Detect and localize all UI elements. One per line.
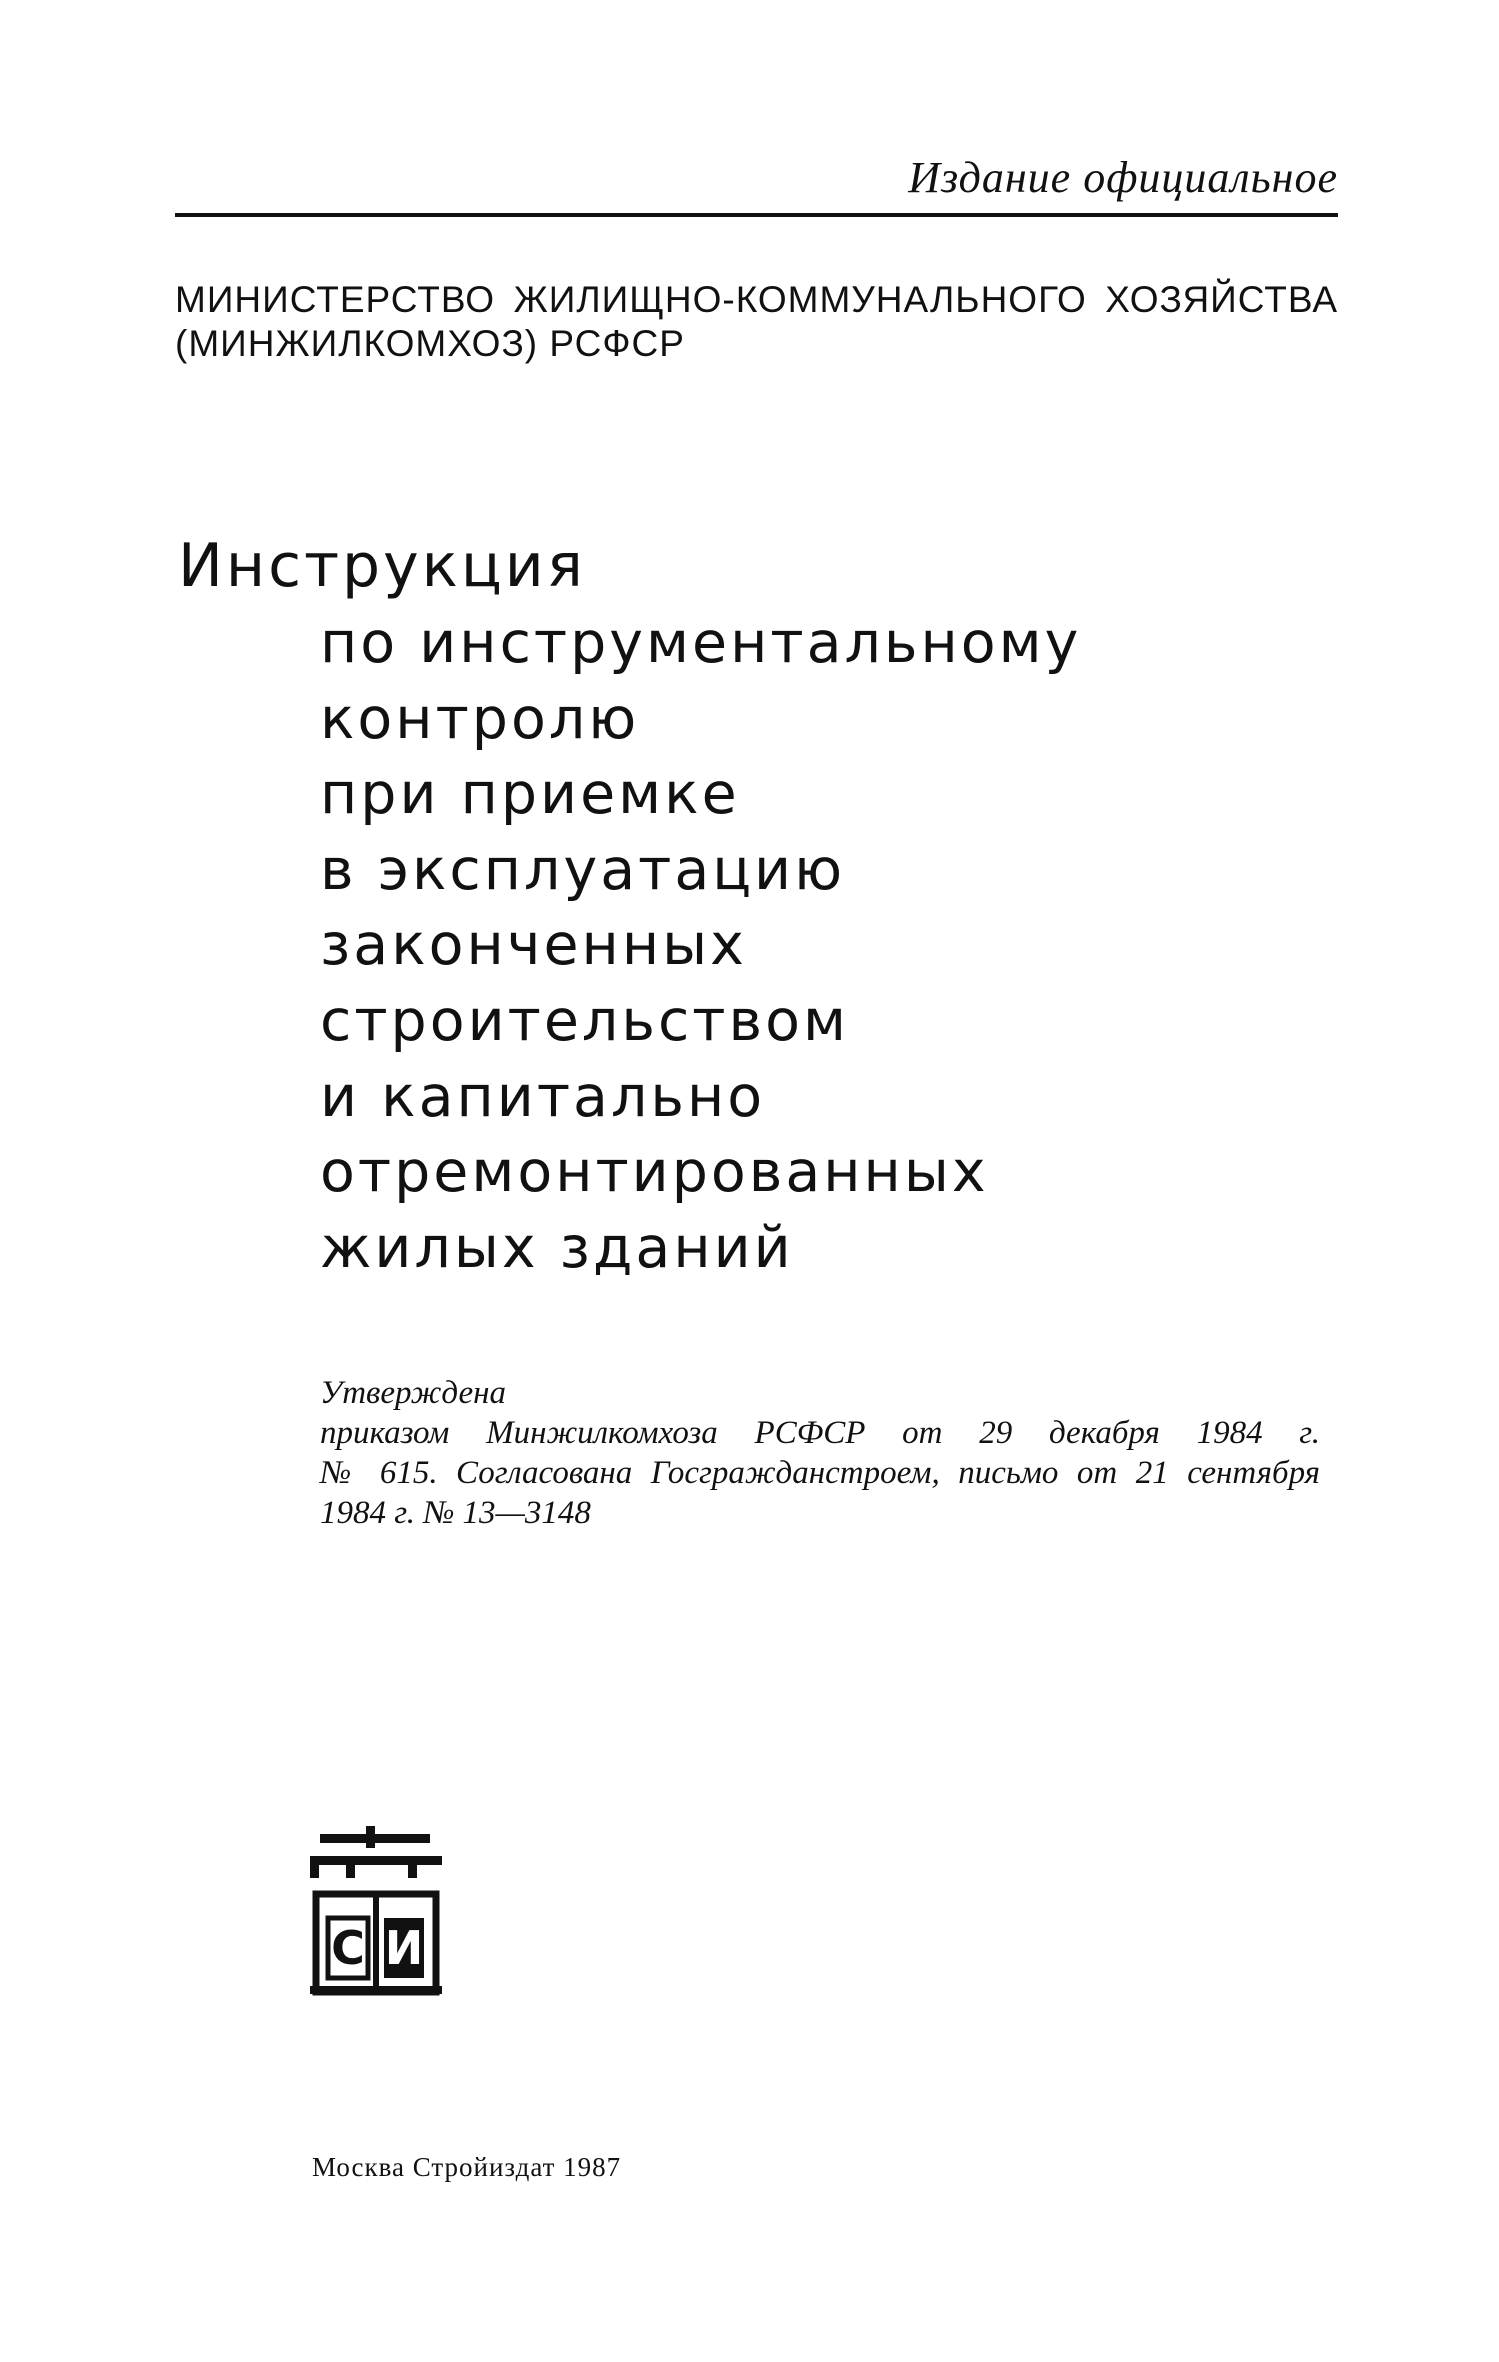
title-line: по инструментальному — [320, 610, 1082, 676]
ministry-name-line-2: (МИНЖИЛКОМХОЗ) РСФСР — [175, 323, 685, 364]
title-line: жилых зданий — [320, 1214, 794, 1281]
title-line: отремонтированных — [320, 1139, 989, 1206]
stroyizdat-logo-icon — [308, 1826, 443, 2002]
edition-label: Издание официальное — [908, 153, 1338, 202]
title-line: законченных — [320, 912, 747, 979]
approval-heading: Утверждена — [320, 1375, 506, 1411]
approval-line-1: приказом Минжилкомхоза РСФСР от 29 декабря 1984 г. — [320, 1415, 1320, 1451]
publisher-imprint: Москва Стройиздат 1987 — [312, 2152, 622, 2182]
logo-graphic — [308, 1826, 443, 2002]
ministry-name-line-1: МИНИСТЕРСТВО ЖИЛИЩНО-КОММУНАЛЬНОГО ХОЗЯЙСТВА — [175, 279, 1338, 320]
document-title-continuation — [320, 606, 1081, 1286]
title-line: в эксплуатацию — [320, 836, 846, 903]
ministry-name — [175, 278, 1338, 366]
title-line: при приемке — [320, 761, 740, 828]
approval-note — [320, 1373, 1320, 1533]
title-line: и капитально — [320, 1063, 766, 1130]
logo-letter-right: И — [384, 1921, 424, 1975]
logo-letter-left: С — [331, 1921, 365, 1975]
header-rule — [175, 213, 1338, 217]
document-title-first-line: Инструкция — [178, 531, 586, 601]
title-line: строительством — [320, 987, 849, 1054]
approval-line-3: 1984 г. № 13—3148 — [320, 1495, 591, 1531]
title-line: контролю — [320, 685, 640, 752]
approval-line-2: № 615. Согласована Госгражданстроем, письмо от 21 сентября — [320, 1455, 1320, 1491]
